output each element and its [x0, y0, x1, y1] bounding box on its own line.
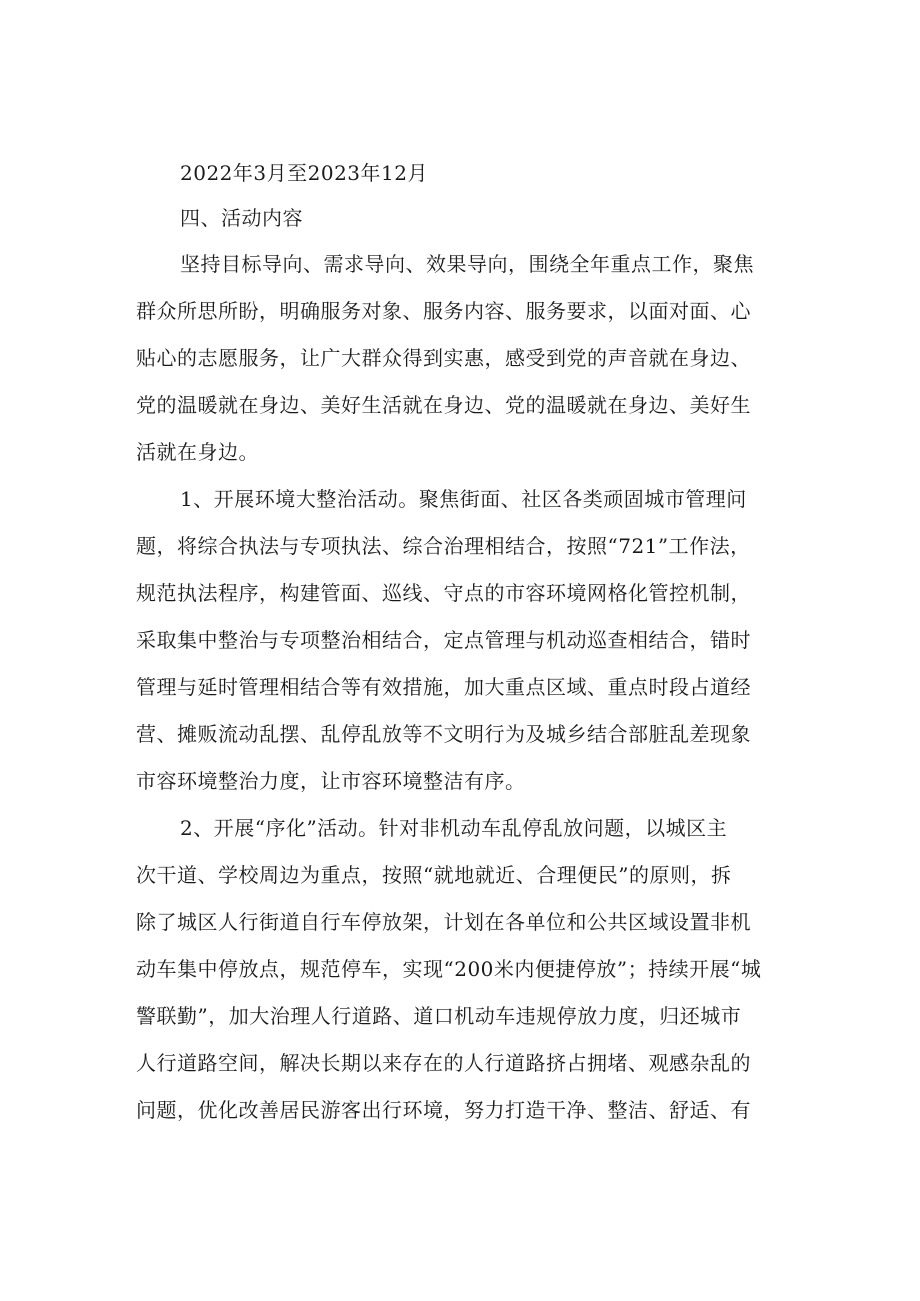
paragraph-2-line-3 [0, 578, 920, 608]
paragraph-3-line-1 [0, 813, 920, 843]
paragraph-text: 党的温暖就在身边、美好生活就在身边、党的温暖就在身边、美好生 [136, 393, 751, 417]
paragraph-3-line-3 [0, 907, 920, 937]
paragraph-text: 市容环境整治力度，让市容环境整洁有序。 [136, 769, 526, 793]
paragraph-text: 管理与延时管理相结合等有效措施，加大重点区域、重点时段占道经 [136, 675, 751, 699]
paragraph-3-line-7 [0, 1095, 920, 1125]
paragraph-text: 规范执法程序，构建管面、巡线、守点的市容环境网格化管控机制， [136, 581, 751, 605]
paragraph-1-line-5 [0, 437, 920, 467]
paragraph-text: 动车集中停放点，规范停车，实现“200米内便捷停放”；持续开展“城 [136, 957, 762, 981]
paragraph-2-line-4 [0, 625, 920, 655]
paragraph-text: 坚持目标导向、需求导向、效果导向，围绕全年重点工作，聚焦 [180, 252, 754, 276]
paragraph-text: 1、开展环境大整治活动。聚焦街面、社区各类顽固城市管理问 [180, 487, 747, 511]
paragraph-text: 营、摊贩流动乱摆、乱停乱放等不文明行为及城乡结合部脏乱差现象 [136, 722, 751, 746]
section-heading: 四、活动内容 [180, 206, 303, 230]
paragraph-1-line-2 [0, 296, 920, 326]
paragraph-2-line-1 [0, 484, 920, 514]
paragraph-3-line-6 [0, 1048, 920, 1078]
paragraph-1-line-4 [0, 390, 920, 420]
paragraph-text: 2、开展“序化”活动。针对非机动车乱停乱放问题，以城区主 [180, 816, 728, 840]
paragraph-text: 题，将综合执法与专项执法、综合治理相结合，按照“721”工作法， [136, 534, 751, 558]
date-range-line [0, 158, 920, 188]
paragraph-3-line-2 [0, 860, 920, 890]
paragraph-text: 活就在身边。 [136, 440, 259, 464]
paragraph-1-line-1 [0, 249, 920, 279]
paragraph-text: 贴心的志愿服务，让广大群众得到实惠，感受到党的声音就在身边、 [136, 346, 751, 370]
paragraph-1-line-3 [0, 343, 920, 373]
section-heading-line [0, 203, 920, 233]
paragraph-text: 警联勤”，加大治理人行道路、道口机动车违规停放力度，归还城市 [136, 1004, 742, 1028]
paragraph-text: 除了城区人行街道自行车停放架，计划在各单位和公共区域设置非机 [136, 910, 751, 934]
paragraph-text: 问题，优化改善居民游客出行环境，努力打造干净、整洁、舒适、有 [136, 1098, 751, 1122]
paragraph-text: 次干道、学校周边为重点，按照“就地就近、合理便民”的原则，拆 [136, 863, 732, 887]
date-range: 2022年3月至2023年12月 [180, 161, 428, 185]
paragraph-2-line-5 [0, 672, 920, 702]
paragraph-3-line-4 [0, 954, 920, 984]
paragraph-text: 人行道路空间，解决长期以来存在的人行道路挤占拥堵、观感杂乱的 [136, 1051, 751, 1075]
paragraph-text: 采取集中整治与专项整治相结合，定点管理与机动巡查相结合，错时 [136, 628, 751, 652]
paragraph-2-line-2 [0, 531, 920, 561]
paragraph-text: 群众所思所盼，明确服务对象、服务内容、服务要求，以面对面、心 [136, 299, 751, 323]
paragraph-3-line-5 [0, 1001, 920, 1031]
paragraph-2-line-7 [0, 766, 920, 796]
paragraph-2-line-6 [0, 719, 920, 749]
